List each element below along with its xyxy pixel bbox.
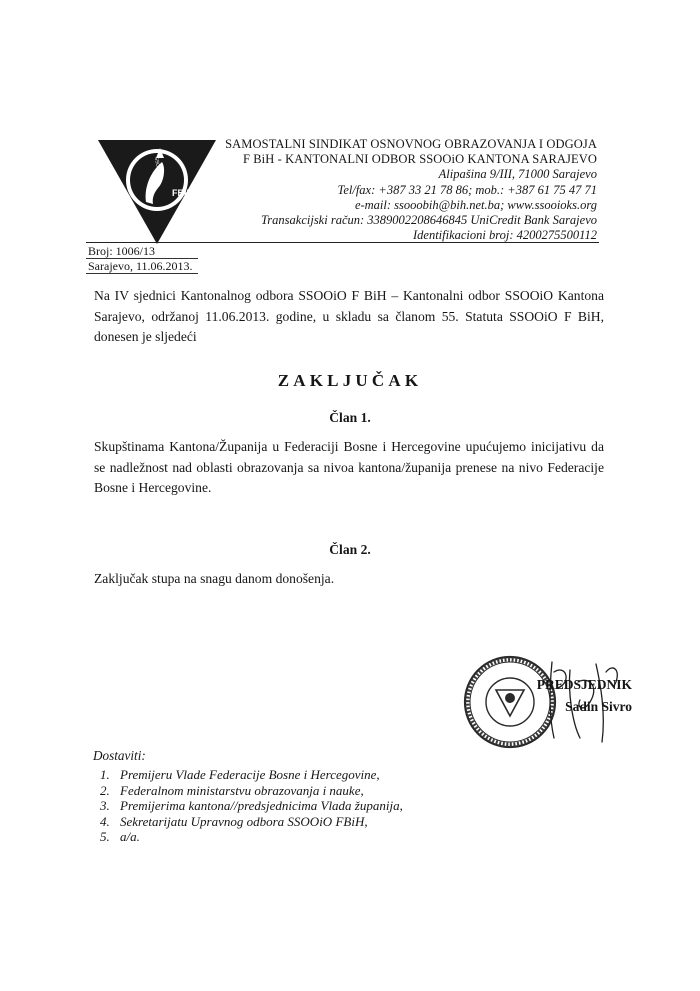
header-divider <box>86 242 599 243</box>
list-item <box>100 783 403 799</box>
distribution-list <box>100 767 403 845</box>
org-id-number: Identifikacioni broj: 4200275500112 <box>412 228 597 243</box>
article-1-text: Skupštinama Kantona/Županija u Federaciji Bosne i Hercegovine upućujemo inicijativu da se nadležnost nad oblasti obrazovanja sa nivoa kantona/županija prenese na nivo Federacije Bosne i Hercegovine. <box>94 439 604 495</box>
signatory-name: Sadin Sivro <box>565 699 632 714</box>
article-1-heading: Član 1. <box>329 410 371 425</box>
document-number: Broj: 1006/13 <box>88 244 156 258</box>
signatory-title: PREDSJEDNIK <box>536 677 632 692</box>
distribution-label: Dostaviti: <box>93 748 146 763</box>
list-item-text: Sekretarijatu Upravnog odbora SSOOiO FBiH, <box>120 813 368 829</box>
list-item-text: Federalnom ministarstvu obrazovanja i nauke, <box>120 782 364 798</box>
signature-block <box>526 674 632 718</box>
org-address: Alipašina 9/III, 71000 Sarajevo <box>438 167 597 182</box>
list-item-text: Premijerima kantona//predsjednicima Vlada županija, <box>120 798 403 813</box>
list-item-text: Premijeru Vlade Federacije Bosne i Hercegovine, <box>120 767 380 782</box>
org-name-line2: F BiH - KANTONALNI ODBOR SSOOiO KANTONA SARAJEVO <box>242 152 597 167</box>
org-phone: Tel/fax: +387 33 21 78 86; mob.: +387 61 75 47 71 <box>337 182 597 197</box>
list-item <box>100 829 403 845</box>
list-item-number: 3. <box>100 798 110 813</box>
list-item-number: 1. <box>100 767 110 782</box>
article-2-text: Zaključak stupa na snagu danom donošenja. <box>94 571 335 586</box>
list-item-number: 5. <box>100 829 110 844</box>
list-item-text: a/a. <box>120 829 140 844</box>
org-email-web: e-mail: ssooobih@bih.net.ba; www.ssooioks.org <box>354 197 597 212</box>
list-item-number: 2. <box>100 782 110 798</box>
logo-arc-text: SSOOiO <box>152 156 163 177</box>
document-place-date: Sarajevo, 11.06.2013. <box>88 259 193 273</box>
list-item <box>100 798 403 814</box>
letterhead <box>225 137 597 243</box>
document-title: ZAKLJUČAK <box>277 371 423 390</box>
list-item-number: 4. <box>100 813 110 829</box>
intro-paragraph: Na IV sjednici Kantonalnog odbora SSOOiO F BiH – Kantonalni odbor SSOOiO Kantona Sarajevo, održanoj 11.06.2013. godine, u skladu sa članom 55. Statuta SSOOiO F BiH, donesen je sljedeći <box>94 288 604 344</box>
org-name-line1: SAMOSTALNI SINDIKAT OSNOVNOG OBRAZOVANJA I ODGOJA <box>225 137 597 151</box>
logo-fbih-text: FBIH <box>172 188 193 198</box>
list-item <box>100 814 403 830</box>
article-2-heading: Član 2. <box>329 542 371 557</box>
list-item <box>100 767 403 783</box>
union-logo <box>96 138 218 246</box>
org-bank-account: Transakcijski račun: 3389002208646845 UniCredit Bank Sarajevo <box>261 213 597 228</box>
